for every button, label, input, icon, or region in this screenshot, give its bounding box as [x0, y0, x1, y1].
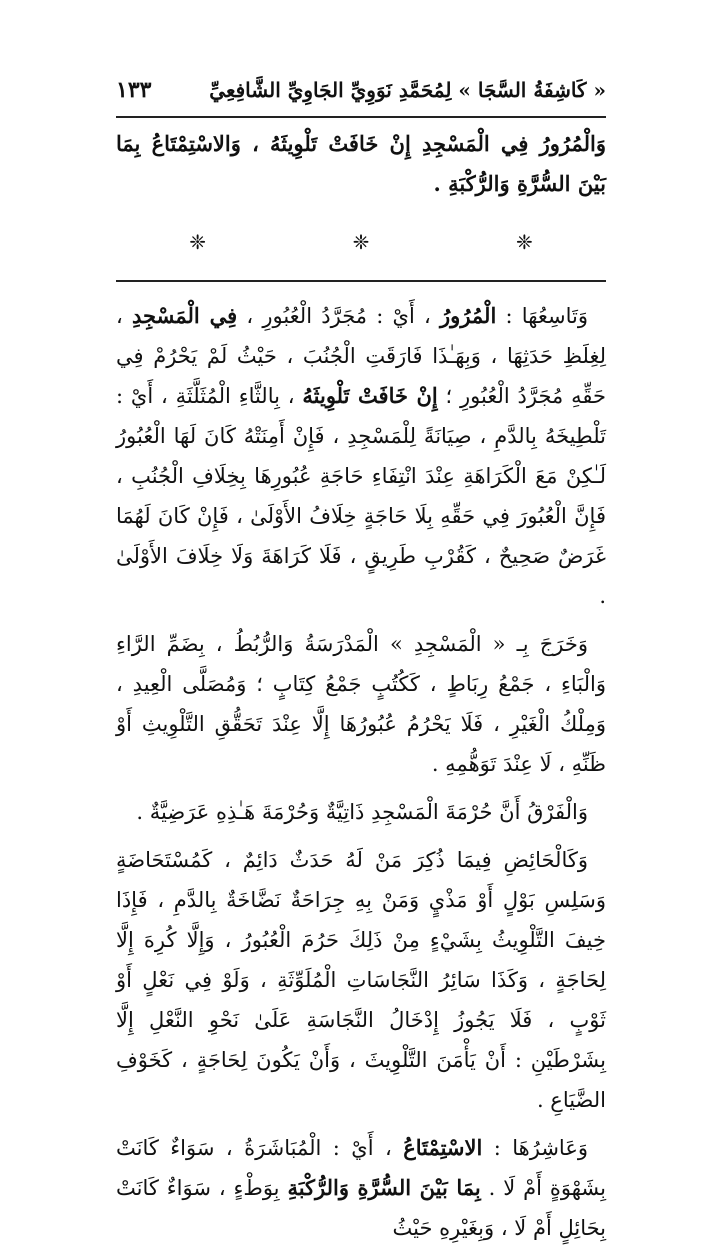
- text-run: وَتَاسِعُهَا :: [496, 304, 588, 328]
- text-run: بِوَطْءٍ ، سَوَاءٌ كَانَتْ بِحَائِلٍ أَمْ لَا ، وَبِغَيْرِهِ حَيْثُ: [116, 1176, 606, 1240]
- paragraph: [116, 1128, 606, 1248]
- commentary-text: [116, 296, 606, 1248]
- asterisk-ornament-icon: ❈: [515, 230, 533, 254]
- bold-term: الْمُرُورُ: [440, 303, 497, 328]
- matn-line: وَالْمُرُورُ فِي الْمَسْجِدِ إِنْ خَافَتْ تَلْوِيثَهُ ، وَالاسْتِمْتَاعُ بِمَا بَيْنَ السُّرَّةِ وَالرُّكْبَةِ .: [116, 131, 606, 196]
- text-run: ، بِالثَّاءِ الْمُثَلَّثَةِ ، أَيْ : تَلْطِيخَهُ بِالدَّمِ ، صِيَانَةً لِلْمَسْجِدِ ، فَإِنْ أَمِنَتْهُ كَانَ لَهَا الْعُبُورُ لَـٰكِنْ مَعَ الْكَرَاهَةِ عِنْدَ انْتِفَاءِ حَاجَةِ عُبُورِهَا بِخِلَافِ الْجُنُبِ ، فَإِنَّ الْعُبُورَ فِي حَقِّهِ بِلَا حَاجَةٍ خِلَافُ الأَوْلَىٰ ، فَإِنْ كَانَ لَهُمَا غَرَضٌ صَحِيحٌ ، كَقُرْبِ طَرِيقٍ ، فَلَا كَرَاهَةَ وَلَا خِلَافَ الأَوْلَىٰ .: [116, 384, 606, 608]
- running-title: « كَاشِفَةُ السَّجَا » لِمُحَمَّدِ نَوَوِيِّ الجَاوِيِّ الشَّافِعِيِّ: [209, 78, 606, 102]
- text-run: ، أَيْ : مُجَرَّدُ الْعُبُورِ ،: [237, 304, 441, 328]
- asterisk-ornament-icon: ❈: [352, 230, 370, 254]
- page-number: ١٣٣: [116, 77, 152, 103]
- bold-term: بِمَا بَيْنَ السُّرَّةِ وَالرُّكْبَةِ: [287, 1175, 481, 1200]
- paragraph: وَكَالْحَائِضِ فِيمَا ذُكِرَ مَنْ لَهُ حَدَثٌ دَائِمٌ ، كَمُسْتَحَاضَةٍ وَسَلِسِ بَوْلٍ أَوْ مَذْيٍ وَمَنْ بِهِ جِرَاحَةٌ نَضَّاخَةٌ بِالدَّمِ ، فَإِذَا خِيفَ التَّلْوِيثُ بِشَيْءٍ مِنْ ذَلِكَ حَرُمَ الْعُبُورُ ، وَإِلَّا كُرِهَ إِلَّا لِحَاجَةٍ ، وَكَذَا سَائِرُ النَّجَاسَاتِ الْمُلَوِّثَةِ ، وَلَوْ فِي نَعْلٍ أَوْ ثَوْبٍ ، فَلَا يَجُوزُ إِدْخَالُ النَّجَاسَةِ عَلَىٰ نَحْوِ النَّعْلِ إِلَّا بِشَرْطَيْنِ : أَنْ يَأْمَنَ التَّلْوِيثَ ، وَأَنْ يَكُونَ لِحَاجَةٍ ، كَخَوْفِ الضَّيَاعِ .: [116, 848, 606, 1112]
- paragraph: [116, 296, 606, 616]
- header-rule: [116, 116, 606, 118]
- page-header: [116, 68, 606, 112]
- bold-term: فِي الْمَسْجِدِ: [132, 303, 238, 328]
- text-run: وَعَاشِرُهَا :: [482, 1136, 588, 1160]
- paragraph: وَالْفَرْقُ أَنَّ حُرْمَةَ الْمَسْجِدِ ذَاتِيَّةٌ وَحُرْمَةَ هَـٰذِهِ عَرَضِيَّةٌ .: [136, 800, 588, 824]
- bold-term: إِنْ خَافَتْ تَلْوِيثَهُ: [302, 383, 438, 408]
- asterisk-ornament-icon: ❈: [189, 230, 207, 254]
- bold-term: الاسْتِمْتَاعُ: [403, 1135, 483, 1160]
- paragraph: وَخَرَجَ بِـ « الْمَسْجِدِ » الْمَدْرَسَةُ وَالرُّبُطُ ، بِضَمِّ الرَّاءِ وَالْبَاءِ ، جَمْعُ رِبَاطٍ ، كَكُتُبٍ جَمْعُ كِتَابٍ ؛ وَمُصَلَّى الْعِيدِ ، وَمِلْكُ الْغَيْرِ ، فَلَا يَحْرُمُ عُبُورُهَا إِلَّا عِنْدَ تَحَقُّقِ التَّلْوِيثِ أَوْ ظَنِّهِ ، لَا عِنْدَ تَوَهُّمِهِ .: [116, 632, 606, 776]
- text-run: ، أَيْ : الْمُبَاشَرَةُ ، سَوَاءٌ كَانَتْ بِشَهْوَةٍ أَمْ لَا .: [116, 1136, 606, 1200]
- section-separator: [116, 230, 606, 258]
- text-run: ، لِغِلَظِ حَدَثِهَا ، وَبِهَـٰذَا فَارَقَتِ الْجُنُبَ ، حَيْثُ لَمْ يَحْرُمْ فِي حَقِّهِ مُجَرَّدُ الْعُبُورِ ؛: [116, 304, 606, 408]
- matn-text: [116, 124, 606, 204]
- commentary-rule: [116, 280, 606, 282]
